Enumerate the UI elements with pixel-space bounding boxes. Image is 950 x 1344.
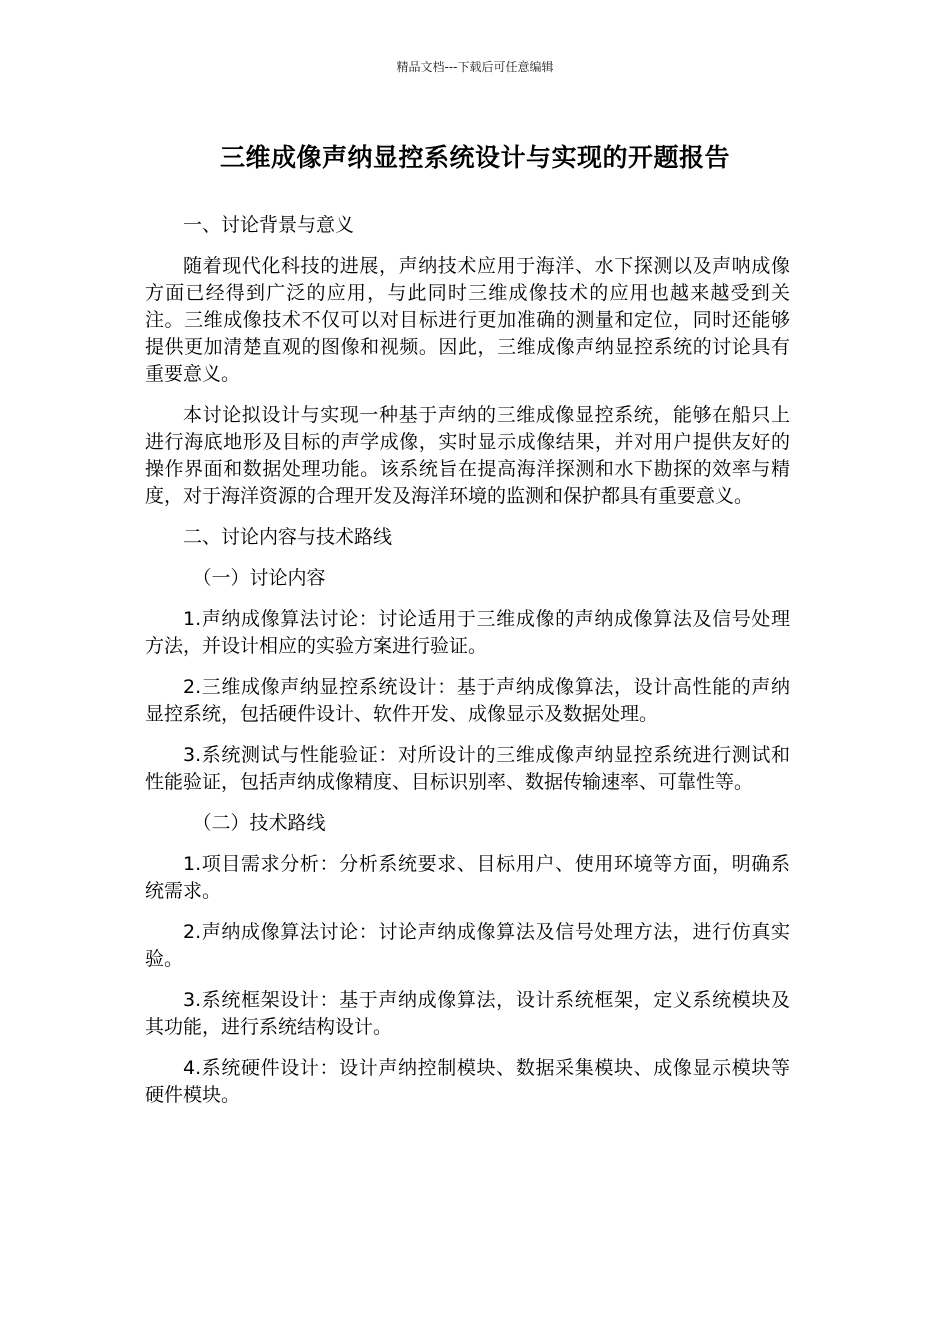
paragraph-project-aim: 本讨论拟设计与实现一种基于声纳的三维成像显控系统，能够在船只上进行海底地形及目标的声学成像，实时显示成像结果，并对用户提供友好的操作界面和数据处理功能。该系统旨在提高海洋探测和水下勘探的效率与精度，对于海洋资源的合理开发及海洋环境的监测和保护都具有重要意义。 [145,404,790,507]
list-item-route-1: 1.项目需求分析：分析系统要求、目标用户、使用环境等方面，明确系统需求。 [145,853,790,902]
section-heading-content-route: 二、讨论内容与技术路线 [183,526,393,548]
document-title: 三维成像声纳显控系统设计与实现的开题报告 [219,143,730,172]
document-body [145,212,790,1123]
list-item-content-2: 2.三维成像声纳显控系统设计：基于声纳成像算法，设计高性能的声纳显控系统，包括硬件设计、软件开发、成像显示及数据处理。 [145,676,790,725]
list-item-route-2: 2.声纳成像算法讨论：讨论声纳成像算法及信号处理方法，进行仿真实验。 [145,921,790,970]
subsection-heading-content: （一）讨论内容 [192,567,326,589]
list-item-route-3: 3.系统框架设计：基于声纳成像算法，设计系统框架，定义系统模块及其功能，进行系统结构设计。 [145,989,790,1038]
paragraph-background: 随着现代化科技的进展，声纳技术应用于海洋、水下探测以及声呐成像方面已经得到广泛的应用，与此同时三维成像技术的应用也越来越受到关注。三维成像技术不仅可以对目标进行更加准确的测量和定位，同时还能够提供更加清楚直观的图像和视频。因此，三维成像声纳显控系统的讨论具有重要意义。 [145,255,790,385]
list-item-route-4: 4.系统硬件设计：设计声纳控制模块、数据采集模块、成像显示模块等硬件模块。 [145,1057,790,1106]
subsection-heading-route: （二）技术路线 [192,812,326,834]
list-item-content-3: 3.系统测试与性能验证：对所设计的三维成像声纳显控系统进行测试和性能验证，包括声纳成像精度、目标识别率、数据传输速率、可靠性等。 [145,744,790,793]
page-header-note: 精品文档---下载后可任意编辑 [396,60,554,74]
list-item-content-1: 1.声纳成像算法讨论：讨论适用于三维成像的声纳成像算法及信号处理方法，并设计相应的实验方案进行验证。 [145,608,790,657]
section-heading-background: 一、讨论背景与意义 [183,214,355,236]
